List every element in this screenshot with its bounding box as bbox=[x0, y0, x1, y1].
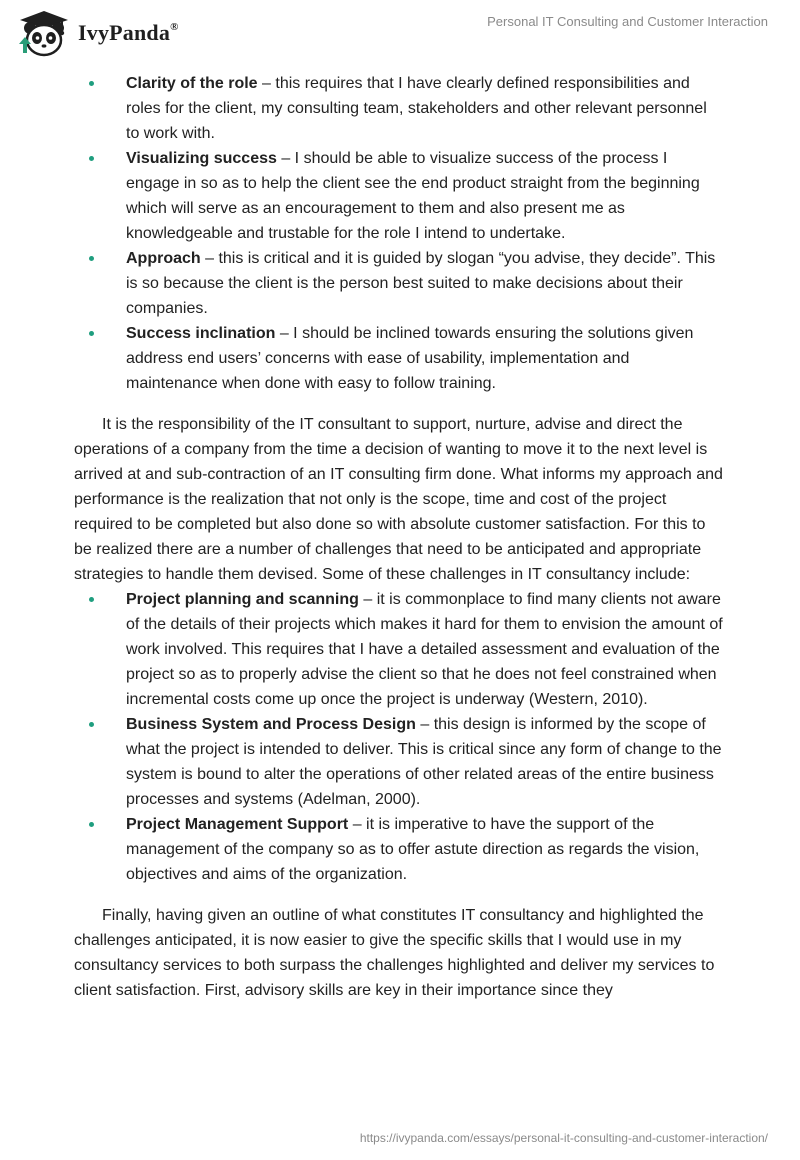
source-url-link[interactable]: https://ivypanda.com/essays/personal-it-consulting-and-customer-interaction/ bbox=[359, 1131, 768, 1145]
bullet-icon bbox=[89, 597, 94, 602]
item-text: – it is commonplace to find many clients not aware of the details of their projects which makes it hard for them to envision the amount of work involved. This requires that I have a detailed assessment and evaluation of the project so as to properly advise the client so that he does not feel constrained when incremental costs come up once the project is underway (Western, 2010). bbox=[126, 591, 723, 708]
bullet-icon bbox=[89, 722, 94, 727]
item-text: – it is imperative to have the support of the management of the company so as to offer astute direction as regards the vision, objectives and aims of the organization. bbox=[126, 816, 700, 883]
brand-text: IvyPanda bbox=[78, 20, 171, 45]
panda-logo-icon[interactable] bbox=[14, 8, 74, 60]
list-item bbox=[74, 146, 724, 246]
bullet-icon bbox=[89, 331, 94, 336]
item-text: – I should be inclined towards ensuring the solutions given address end users’ concerns with ease of usability, implementation and maintenance when done with easy to follow training. bbox=[126, 325, 694, 392]
paragraph: It is the responsibility of the IT consultant to support, nurture, advise and direct the operations of a company from the time a decision of wanting to move it to the next level is arrived at and sub-contraction of an IT consulting firm done. What informs my approach and performance is the realization that not only is the scope, time and cost of the project required to be completed but also done so with absolute customer satisfaction. For this to be realized there are a number of challenges that need to be anticipated and appropriate strategies to handle them devised. Some of these challenges in IT consultancy include: bbox=[74, 416, 723, 583]
item-lead: Success inclination bbox=[126, 325, 276, 342]
item-lead: Clarity of the role bbox=[126, 75, 258, 92]
page-header bbox=[0, 0, 800, 66]
item-text: – this is critical and it is guided by slogan “you advise, they decide”. This is so because the client is the person best suited to make decisions about their companies. bbox=[126, 250, 716, 317]
challenges-list bbox=[74, 587, 724, 887]
role-principles-list bbox=[74, 71, 724, 396]
list-item bbox=[74, 812, 724, 887]
bullet-icon bbox=[89, 822, 94, 827]
essay-body bbox=[74, 71, 724, 1003]
list-item bbox=[74, 246, 724, 321]
item-text: – I should be able to visualize success of the process I engage in so as to help the client see the end product straight from the beginning which will serve as an encouragement to them and also present me as knowledgeable and trustable for the role I intend to undertake. bbox=[126, 150, 700, 242]
item-lead: Project planning and scanning bbox=[126, 591, 359, 608]
list-item bbox=[74, 587, 724, 712]
item-text: – this design is informed by the scope of what the project is intended to deliver. This is critical since any form of change to the system is bound to alter the operations of other related areas of the entire business processes and systems (Adelman, 2000). bbox=[126, 716, 722, 808]
item-lead: Visualizing success bbox=[126, 150, 277, 167]
item-lead: Business System and Process Design bbox=[126, 716, 416, 733]
bullet-icon bbox=[89, 81, 94, 86]
item-lead: Approach bbox=[126, 250, 201, 267]
document-title: Personal IT Consulting and Customer Interaction bbox=[487, 14, 768, 29]
list-item bbox=[74, 712, 724, 812]
paragraph: Finally, having given an outline of what constitutes IT consultancy and highlighted the challenges anticipated, it is now easier to give the specific skills that I would use in my consultancy services to both surpass the challenges highlighted and deliver my services to client satisfaction. First, advisory skills are key in their importance since they bbox=[74, 907, 715, 999]
list-item bbox=[74, 321, 724, 396]
item-text: – this requires that I have clearly defined responsibilities and roles for the client, my consulting team, stakeholders and other relevant personnel to work with. bbox=[126, 75, 707, 142]
registered-mark: ® bbox=[170, 20, 179, 33]
item-lead: Project Management Support bbox=[126, 816, 349, 833]
bullet-icon bbox=[89, 156, 94, 161]
list-item bbox=[74, 71, 724, 146]
brand-name[interactable] bbox=[78, 20, 179, 46]
bullet-icon bbox=[89, 256, 94, 261]
